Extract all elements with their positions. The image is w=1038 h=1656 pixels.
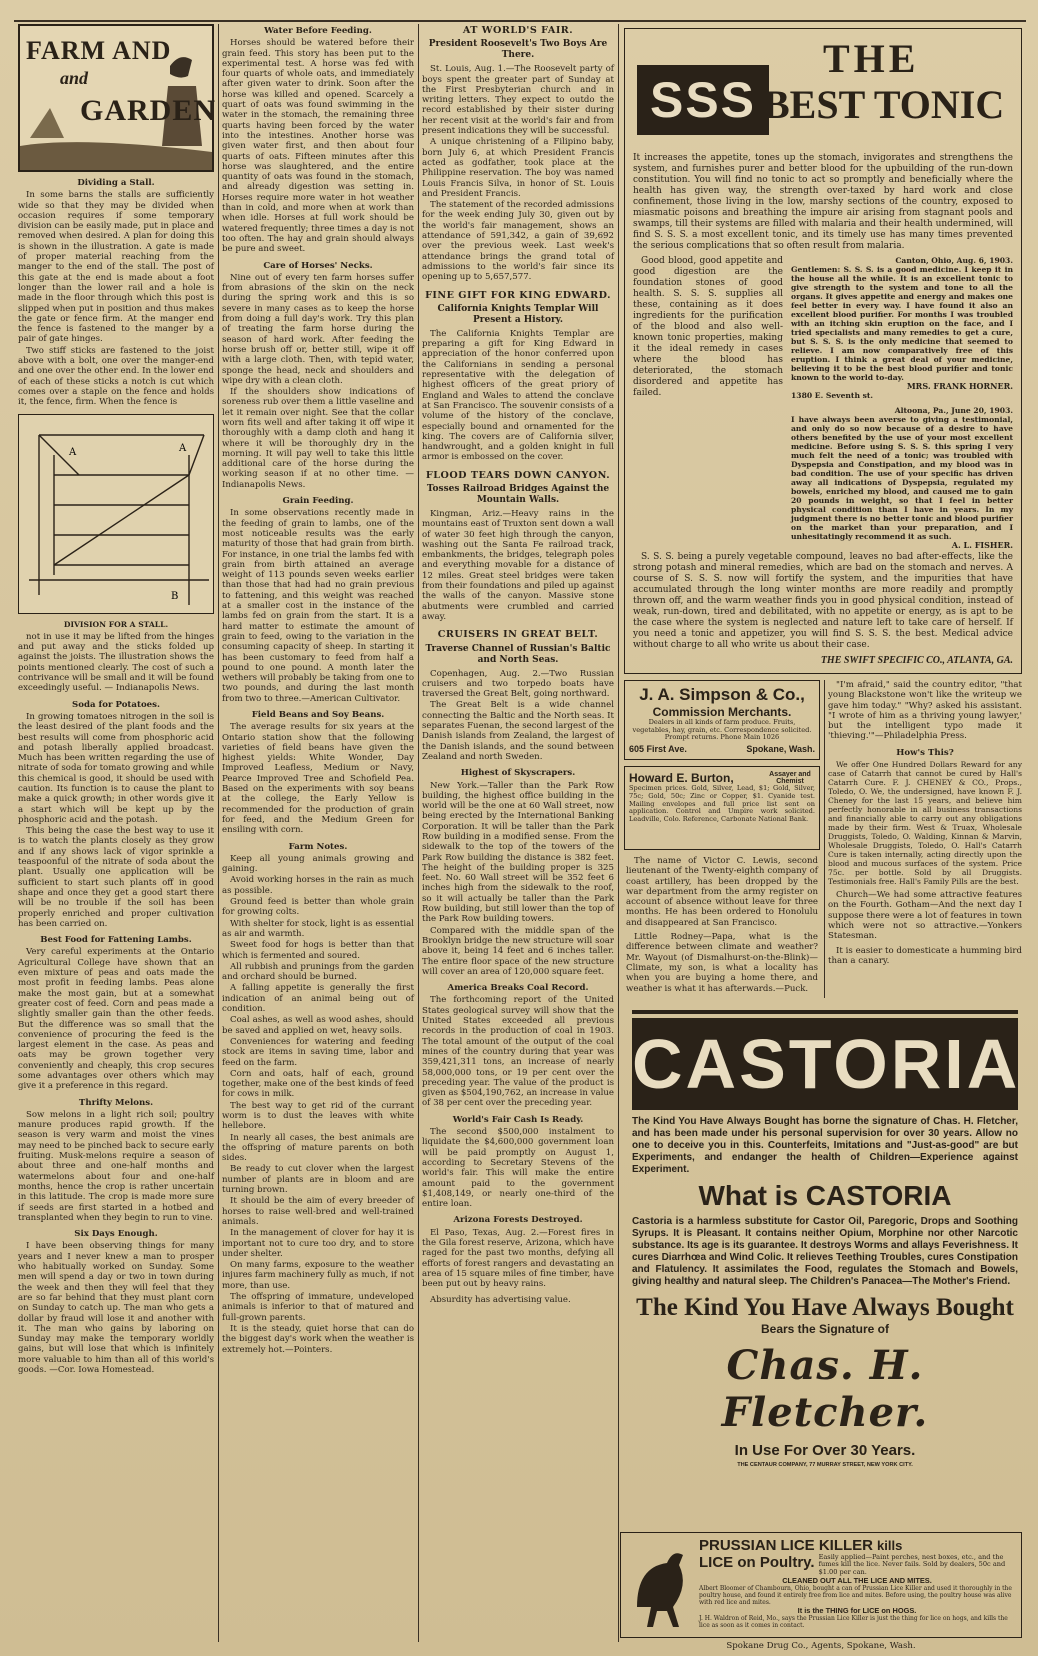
paragraph: The second $500,000 instalment to liquidate the $4,600,000 government loan will be paid promptly on August 1, according to Secretary Stevens of the world's fair. This will make the entire amount paid to the government $1,408,149, or nearly one-third of the entire loan. bbox=[422, 1127, 614, 1210]
paragraph: The forthcoming report of the United States geological survey will show that the United States exceeded all previous records in the production of coal in 1903. The total amount of the output of the coal mines of the country during that year was 359,421,311 tons, an increase of nearly 58,000,000 tons, or 19 per cent over the preceding year. The value of the product is given as $504,190,762, an increase in value of 38 per cent over the preceding year. bbox=[422, 995, 614, 1109]
farm-note: Coal ashes, as well as wood ashes, should be saved and applied on wet, heavy soils. bbox=[222, 1015, 414, 1036]
farm-note: The best way to get rid of the currant worm is to dust the leaves with white hellebore. bbox=[222, 1100, 414, 1132]
paragraph: The name of Victor C. Lewis, second lieutenant of the Twenty-eighth company of coast artillery, has been dropped by the war department from the army register on account of absence without leave for three months. He has been ordered to Honolulu and disappeared at San Francisco. bbox=[626, 856, 818, 928]
lice-text: Easily applied—Paint perches, nest boxes, etc., and the fumes kill the lice. Never fails. Sold by dealers, 50c and $1.00 per can. bbox=[818, 1553, 1006, 1576]
paragraph: Little Rodney—Papa, what is the difference between climate and weather? Mr. Wayout (of Dismalhurst-on-the-Blink)—Climate, my son, is what a locality has when you are buying a home there, and weather is what it has afterwards.—Puck. bbox=[626, 932, 818, 994]
farm-note: On many farms, exposure to the weather injures farm machinery fully as much, if not more, than use. bbox=[222, 1260, 414, 1291]
headline: America Breaks Coal Record. bbox=[447, 983, 589, 994]
paragraph: St. Louis, Aug. 1.—The Roosevelt party of boys spent the greater part of Sunday at the First Presbyterian church and in writing letters. They expect to outdo the record established by their sister during her recent visit at the world's fair and from present indications they will be successful. bbox=[422, 64, 614, 137]
paragraph: "I'm afraid," said the country editor, "that young Blackstone won't like the writeup we gave him today." "Why? asked his assistant. "I wrote of him as a thriving young lawyer,' but the intelligent typo made it 'thieving.'"—Philadelphia Press. bbox=[828, 680, 1022, 742]
testimonial-address: 1380 E. Seventh st. bbox=[791, 391, 874, 400]
svg-text:B: B bbox=[171, 590, 179, 602]
paragraph: Copenhagen, Aug. 2.—Two Russian cruisers and two torpedo boats have traversed the Great Belt, going northward. bbox=[422, 668, 614, 700]
paragraph: Sow melons in a light rich soil; poultry manure produces rapid growth. If the season is very warm and moist the vines may need to be pinched back to secure early fruiting. Musk-melons require a season of about three and one-half months and watermelons about four and one-half months, hence the crop is rather uncertain in this latitude. The crop is made more sure if seeds are first started in a hotbed and transplanted when they begin to run to vine. bbox=[18, 1109, 214, 1223]
farm-note: Corn and oats, half of each, ground together, make one of the best kinds of feed for cows in milk. bbox=[222, 1068, 414, 1100]
headline: Six Days Enough. bbox=[74, 1229, 158, 1240]
paragraph: A unique christening of a Filipino baby, born July 6, at which President Francis acted as godfather, took place at the Philippine reservation. The boy was named Louis Francis Silva, in honor of St. Louis and President Francis. bbox=[422, 137, 614, 199]
burton-text: Specimen prices. Gold, Silver, Lead, $1; Gold, Silver, 75c; Gold, 50c; Zinc or Copper, $1. Cyanide test. Mailing envelopes and full price list sent on application. Control and Umpire work solicited. Leadville, Colo. Reference, Carbonate National Bank. bbox=[629, 784, 815, 824]
lice-killer-ad bbox=[620, 1532, 1022, 1638]
headline: Grain Feeding. bbox=[282, 496, 354, 507]
paragraph: Two stiff sticks are fastened to the joist above with a bolt, one over the manger-end and one over the other end. In the lower end of each of these sticks a notch is cut which comes over a staple on the fence and holds it, the fence, firm. When the fence is bbox=[18, 345, 214, 408]
castoria-body: Castoria is a harmless substitute for Castor Oil, Paregoric, Drops and Soothing Syrups. It is Pleasant. It contains neither Opium, Morphine nor other Narcotic substance. Its age is its guarantee. It destroys Worms and allays Feverishness. It cures Diarrhœa and Wind Colic. It relieves Teething Troubles, cures Constipation and Flatulency. It assimilates the Food, regulates the Stomach and Bowels, giving healthy and natural sleep. The Children's Panacea—The Mother's Friend. bbox=[632, 1216, 1018, 1287]
paragraph: Horses should be watered before their grain feed. This story has been put to the experimental test. A horse was fed with four quarts of whole oats, and immediately after given water to drink. Soon after the horse was killed and opened. Scarcely a quart of oats was found swimming in the water in the stomach, the remaining three quarts having been forced by the water into the intestines. Another horse was given water first, and then about four quarts of oats. Fifteen minutes after this horse was slaughtered, and the entire quantity of oats was found in the stomach, and already digestion was setting in. Horses require more water in hot weather than in cold, and more when at work than when idle. Horses at full work should be watered frequently; three times a day is not too often. The hay and grain should always be pure and sweet. bbox=[222, 38, 414, 255]
headline: Thrifty Melons. bbox=[78, 1097, 154, 1108]
subheadline: Traverse Channel of Russian's Baltic and North Seas. bbox=[425, 643, 611, 665]
farm-note: All rubbish and prunings from the garden and orchard should be burned. bbox=[222, 961, 414, 983]
paragraph: Absurdity has advertising value. bbox=[430, 1295, 571, 1306]
farm-note: Ground feed is better than whole grain for growing colts. bbox=[222, 897, 414, 918]
column-news bbox=[422, 24, 614, 1644]
farm-note: Sweet food for hogs is better than that which is fermented and soured. bbox=[222, 940, 414, 961]
burton-name: Howard E. Burton, bbox=[629, 771, 734, 785]
misc-items-right bbox=[828, 680, 1022, 998]
paragraph: Nine out of every ten farm horses suffer from abrasions of the skin on the neck during the spring work and this is so severe in many cases as to keep the horse from doing a full day's work. Try this plan of treating the farm horse during the season of hard work. After feeding the horse brush off or, better still, wipe it off with a large cloth. Then, with tepid water, sponge the head, neck and shoulders and wipe dry with a clean cloth. bbox=[222, 272, 414, 386]
stall-division-figure bbox=[18, 414, 214, 614]
castoria-use: In Use For Over 30 Years. bbox=[734, 1442, 916, 1459]
headline: Farm Notes. bbox=[288, 841, 348, 852]
castoria-ad bbox=[632, 1010, 1021, 1468]
castoria-signature: Chas. H. Fletcher. bbox=[721, 1342, 929, 1436]
headline: Best Food for Fattening Lambs. bbox=[40, 935, 192, 946]
farm-note: With shelter for stock, light is as essential as air and warmth. bbox=[222, 918, 414, 939]
castoria-what: What is CASTORIA bbox=[698, 1180, 952, 1211]
masthead-farm: FARM AND bbox=[26, 36, 172, 65]
sss-header bbox=[633, 35, 1013, 153]
paragraph: In some barns the stalls are sufficiently wide so that they may be divided when occasion requires if some temporary division can be easily made, put in place and removed when desired. A plan for doing this is shown in the illustration. A gate is made of proper material reaching from the manger to the end of the stall. The post of this gate at the end is made about a foot longer than the lower rail and a hole is made in the floor through which this post is slipped when put in position and thus makes the gate or fence firm. At the manger end the fence is fastened to the manger by a pair of gate hinges. bbox=[18, 190, 214, 345]
simpson-address: 605 First Ave. bbox=[629, 743, 687, 754]
headline: Soda for Potatoes. bbox=[72, 699, 160, 710]
column-rule bbox=[618, 24, 619, 1642]
sss-intro: It increases the appetite, tones up the stomach, invigorates and strengthens the system, and furnishes purer and better blood for the upbuilding of the run-down constitution. You will find no tonic to act so promptly and beneficially where the health has given way, the strength over-taxed by hard work and close confinement, those living in the low, marshy sections of the country, exposed to miasmatic poisons and breathing the impure air arising from stagnant pools and swamps, till their systems are filled with malaria and their health undermined, will find S. S. S. a most excellent tonic, and its timely use has many times prevented the serious complications that so often result from malaria. bbox=[633, 153, 1013, 251]
simpson-subtitle: Commission Merchants. bbox=[652, 705, 792, 719]
headline: Arizona Forests Destroyed. bbox=[453, 1215, 583, 1226]
farm-note: Conveniences for watering and feeding stock are items in saving time, labor and feed on the farm. bbox=[222, 1036, 414, 1068]
paragraph: Good blood, good appetite and good digestion are the foundation stones of good health. S. S. S. supplies all these, containing as it does ingredients for the purification of the blood and also well-known tonic properties, making it the ideal remedy in cases where the blood has deteriorated, the stomach disordered and appetite has failed. bbox=[633, 256, 783, 398]
paragraph: The average results for six years at the Ontario station show that the following varieties of field beans have given the highest yields: White Wonder, Day Improved Leafless, Medium or Navy, Pearce Improved Tree and Schofield Pea. Based on the experiments with soy beans at the college, the Early Yellow is recommended for the production of grain for feed, and the Medium Green for ensiling with corn. bbox=[222, 722, 414, 836]
subheadline: President Roosevelt's Two Boys Are There. bbox=[428, 39, 608, 61]
headline: How's This? bbox=[896, 747, 954, 758]
paragraph: We offer One Hundred Dollars Reward for any case of Catarrh that cannot be cured by Hall's Catarrh Cure. F. J. CHENEY & CO., Props., Toledo, O. We, the undersigned, have known F. J. Cheney for the last 15 years, and believe him perfectly honorable in all business transactions and financially able to carry out any obligations made by their firm. West & Truax, Wholesale Druggists, Toledo, O. Walding, Kinnan & Marvin, Wholesale Druggists, Toledo, O. Hall's Catarrh Cure is taken internally, acting directly upon the blood and mucous surfaces of the system. Price 75c. per bottle. Sold by all Druggists. Testimonials free. Hall's Family Pills are the best. bbox=[828, 760, 1022, 887]
headline: Dividing a Stall. bbox=[77, 178, 155, 188]
lice-title-poultry: LICE on Poultry. bbox=[699, 1554, 815, 1571]
stall-gate-diagram-icon bbox=[19, 415, 213, 613]
headline: Care of Horses' Necks. bbox=[263, 260, 373, 271]
sss-body bbox=[633, 256, 1013, 550]
testimonial-place: Altoona, Pa., June 20, 1903. bbox=[894, 406, 1013, 415]
figure-caption: DIVISION FOR A STALL. bbox=[63, 619, 169, 629]
castoria-kind: The Kind You Have Always Bought bbox=[636, 1294, 1014, 1321]
headline: Field Beans and Soy Beans. bbox=[251, 710, 385, 720]
subheadline: Tosses Railroad Bridges Against the Mountain Walls. bbox=[426, 483, 610, 505]
farm-note: Keep all young animals growing and gaining. bbox=[222, 853, 414, 875]
lice-agents: Spokane Drug Co., Agents, Spokane, Wash. bbox=[726, 1641, 916, 1651]
testimonial-signature: MRS. FRANK HORNER. bbox=[906, 381, 1013, 391]
headline: World's Fair Cash Is Ready. bbox=[452, 1114, 584, 1125]
headline: Highest of Skyscrapers. bbox=[460, 768, 576, 779]
farm-note: Avoid working horses in the rain as much as possible. bbox=[222, 875, 414, 896]
paragraph: The California Knights Templar are preparing a gift for King Edward in appreciation of the honor conferred upon the Californians in sending a personal representative with the delegation of highest officers of the great priory of England and Wales to attend the conclave at San Francisco. The souvenir consists of a volume of the history of the conclave, especially bound and ornamented for the king. The covers are of California silver, handwrought, and a golden knight in full armor is embossed on the cover. bbox=[422, 328, 614, 463]
simpson-text: Dealers in all kinds of farm produce. Fruits, vegetables, hay, grain, etc. Correspondence solicited. Prompt returns. Phone Main 1026 bbox=[632, 718, 812, 742]
top-rule bbox=[14, 20, 1026, 22]
rule bbox=[632, 1010, 1018, 1014]
subheadline: California Knights Templar Will Present a History. bbox=[437, 303, 599, 325]
simpson-city: Spokane, Wash. bbox=[746, 743, 815, 754]
masthead-garden: GARDEN bbox=[80, 94, 217, 127]
testimonial-signature: A. L. FISHER. bbox=[951, 540, 1013, 550]
lice-testimonial: Albert Bloomer of Chambourn, Ohio, bought a can of Prussian Lice Killer and used it thoroughly in the poultry house, and found it entirely free from lice and mites. Before using, the poultry house was alive with red lice and mites. bbox=[699, 1585, 1012, 1607]
lice-hogs-text: J. H. Waldron of Reid, Mo., says the Prussian Lice Killer is just the thing for lice on hogs, and kills the lice as soon as it comes in contact. bbox=[699, 1615, 1008, 1630]
simpson-name: J. A. Simpson & Co., bbox=[639, 685, 805, 704]
simpson-ad bbox=[624, 680, 820, 760]
headline: FINE GIFT FOR KING EDWARD. bbox=[425, 289, 611, 301]
paragraph: El Paso, Texas, Aug. 2.—Forest fires in the Gila forest reserve, Arizona, which have raged for the past two months, defying all efforts of forest rangers and devastating an area of 15 square miles of fine timber, have been put out by heavy rains. bbox=[422, 1227, 614, 1290]
headline: FLOOD TEARS DOWN CANYON. bbox=[425, 469, 611, 481]
misc-items-left bbox=[626, 856, 818, 994]
sss-title-best-tonic: BEST TONIC bbox=[763, 82, 1005, 127]
testimonial-place: Canton, Ohio, Aug. 6, 1903. bbox=[895, 256, 1013, 265]
masthead-and: and bbox=[60, 68, 89, 88]
paragraph: S. S. S. being a purely vegetable compound, leaves no bad after-effects, like the strong potash and mineral remedies, which are bad on the stomach and nerves. A course of S. S. S. now will fortify the system, and the impurities that have accumulated through the long winter months are more readily and promptly thrown off, and the warm weather finds you in good physical condition, instead of weak, run-down, tired and debilitated, with no appetite or energy, as is apt to be the case where the system is neglected and nature left to take care of herself. If you need a tonic and appetizer, you will find S. S. S. the best. Medical advice without charge to all who write us about their case. bbox=[633, 552, 1013, 650]
farm-and-garden-masthead bbox=[18, 24, 217, 172]
lice-kills: kills bbox=[877, 1538, 903, 1553]
paragraph: The Great Belt is a wide channel connecting the Baltic and the North seas. It separates Fuenan, the second largest of the Danish islands from Zealand, the largest of the Danish islands, and the sound between Zealand and north Sweden. bbox=[422, 700, 614, 762]
burton-role: Assayer and Chemist bbox=[769, 771, 811, 785]
paragraph: Church—We had some attractive features on the Fourth. Gotham—And the next day I suppose there were a lot of features in town which were not so attractive.—Yonkers Statesman. bbox=[828, 890, 1022, 942]
farm-note: In the management of clover for hay it is important not to cure too dry, and to store under shelter. bbox=[222, 1228, 414, 1259]
farm-note: The offspring of immature, undeveloped animals is inferior to that of matured and full-grown parents. bbox=[222, 1292, 414, 1323]
farm-notes-list bbox=[222, 854, 414, 1355]
burton-ad bbox=[624, 766, 820, 850]
paragraph: New York.—Taller than the Park Row building, the highest office building in the world will be the one at 60 Wall street, now being erected by the International Banking Corporation. It will be taller than the Park Row building in a modified sense. From the sidewalk to the top of the towers of the Park Row building the distance is 382 feet. The height of the building proper is 325 feet. No. 60 Wall street will be 352 feet 6 inches high from the sidewalk to the roof, so it will actually be taller than the Park Row building, but still lower than the top of the Park Row building towers. bbox=[422, 780, 614, 925]
column-farm-garden bbox=[18, 24, 217, 1644]
headline: Water Before Feeding. bbox=[264, 26, 372, 36]
column-rule bbox=[418, 24, 419, 1642]
testimonial: Gentlemen: S. S. S. is a good medicine. I keep it in the house all the while. It is an excellent tonic to give strength to the system and tone to all the organs. It gives appetite and energy and makes one feel better in every way. I have found it also an excellent blood purifier. For months I was troubled with an itching skin eruption on the face, and I tried specialists and many remedies to get a cure, but S. S. S. is the only medicine that seemed to relieve. I am now comparatively free of this eruption. I think a great deal of your medicine, believing it to be the best blood purifier and tonic known to the world to-day. bbox=[791, 265, 1013, 382]
paragraph: Very careful experiments at the Ontario Agricultural College have shown that an even mixture of peas and oats made the most profit in feeding lambs. Peas alone make the most gain, but at a somewhat greater cost of feed. Corn and peas made a slightly smaller gain than the other feeds. But the difference was so small that the convenience of procuring the feed is the largest element in the case. As peas and oats may be grown together very conveniently and cheaply, this crop secures some advantages over others which may give it a preference in this regard. bbox=[18, 947, 214, 1092]
sss-tonic-ad bbox=[624, 28, 1022, 674]
paragraph: not in use it may be lifted from the hinges and put away and the sticks folded up against the joists. The illustration shows the points mentioned clearly. The cost of such a contrivance will be small and it will be found exceedingly useful. — Indianapolis News. bbox=[18, 631, 214, 694]
headline: AT WORLD'S FAIR. bbox=[462, 25, 574, 36]
castoria-bears: Bears the Signature of bbox=[760, 1322, 890, 1336]
sss-title-the: THE bbox=[823, 36, 920, 81]
lice-hogs: It is the THING for LICE on HOGS. bbox=[797, 1606, 917, 1616]
svg-text:A: A bbox=[69, 446, 77, 458]
castoria-company: THE CENTAUR COMPANY, 77 MURRAY STREET, NEW YORK CITY. bbox=[737, 1462, 913, 1468]
sss-company: THE SWIFT SPECIFIC CO., ATLANTA, GA. bbox=[820, 655, 1013, 666]
column-rule bbox=[218, 24, 219, 1642]
paragraph: It is easier to domesticate a humming bird than a canary. bbox=[828, 945, 1022, 966]
column-rule bbox=[824, 680, 825, 998]
paragraph: The statement of the recorded admissions for the week ending July 30, given out by the world's fair management, shows an attendance of 591,342, a gain of 39,692 over the previous week. Last week's attendance brings the grand total of admissions to the world's fair since its opening up to 5,657,577. bbox=[422, 200, 614, 283]
paragraph: In growing tomatoes nitrogen in the soil is the least desired of the plant foods and the best results will come from phosphoric acid and potash liberally applied broadcast. Much has been written regarding the use of nitrate of soda for tomato growing and while this chemical is good, it should be used with caution. Its function is to cause the plant to make a quick growth; in other words give it a start which will be kept up by the phosphoric acid and the potash. bbox=[18, 711, 214, 825]
farm-note: A falling appetite is generally the first indication of an animal being out of condition. bbox=[222, 983, 414, 1015]
paragraph: I have been observing things for many years and I never knew a man to prosper who habitually worked on Sunday. Some men will spend a day or two in town during the week and then they will feel that they are so far behind that they must plant corn on Sunday to catch up. The man who gets a dollar by fraud will lose it and another with it. The man who gains by laboring on Sunday may make the temporary worldly gains, but will lose that which is infinitely more valuable to him than all of this world's goods. —Cor. Iowa Homestead. bbox=[18, 1241, 214, 1376]
svg-text:A: A bbox=[179, 442, 187, 454]
column-farm-notes bbox=[222, 24, 414, 1644]
paragraph: If the shoulders show indications of soreness rub over them a little vaseline and let it remain over night. See that the collar worn fits well and after taking it off wipe it thoroughly with a damp cloth and hang it where it will be thoroughly dry in the morning. It will pay well to take this little additional care of the horse during the working season if at no other time. —Indianapolis News. bbox=[222, 387, 414, 490]
castoria-logo: CASTORIA bbox=[632, 1018, 1018, 1110]
paragraph: In some observations recently made in the feeding of grain to lambs, one of the most noticeable results was the early maturity of those that had grain from birth. For instance, in one trial the lambs fed with grain from birth attained an average weight of 113 pounds seven weeks earlier than those that had had no grain previous to fattening, and this weight was reached at a smaller cost in the instance of the lambs fed on grain from the start. It is a hard matter to estimate the amount of grain to feed, owing to the variation in the consuming capacity of sheep. In starting it has been customary to feed from half a pound to one pound. A month later the wethers will probably be taking from one to two pounds, and during the last month from two to three.—American Cultivator. bbox=[222, 508, 414, 704]
lice-cleaned: CLEANED OUT ALL THE LICE AND MITES. bbox=[782, 1576, 932, 1586]
rooster-icon bbox=[627, 1537, 693, 1633]
paragraph: Kingman, Ariz.—Heavy rains in the mountains east of Truxton sent down a wall of water 30 feet high through the canyon, washing out the Santa Fe railroad track, embankments, the bridges, telegraph poles and everything movable for a distance of 12 miles. Great steel bridges were taken from their foundations and piled up against the walls of the canyon. Massive stone abutments were crumbled and carried away. bbox=[422, 508, 614, 622]
farm-note: In nearly all cases, the best animals are the offspring of mature parents on both sides. bbox=[222, 1132, 414, 1164]
farm-note: Be ready to cut clover when the largest number of plants are in bloom and are turning brown. bbox=[222, 1164, 414, 1196]
paragraph: This being the case the best way to use it is to watch the plants closely as they grow and if any shows lack of vigor sprinkle a teaspoonful of the nitrate of soda about the plant. Usually one application will be sufficient to start such plants off in good shape and once they get a good start there will be no trouble if the soil has been properly enriched and proper cultivation has been carried on. bbox=[18, 826, 214, 929]
farm-note: It is the steady, quiet horse that can do the biggest day's work when the weather is extremely hot.—Pointers. bbox=[222, 1323, 414, 1355]
testimonial: I have always been averse to giving a testimonial, and only do so now because of a desire to have others benefited by the use of your most excellent medicine. Before using S. S. S. this spring I very much felt the need of a tonic; was troubled with Dyspepsia and Constipation, and my blood was in bad condition. The use of your specific has driven away all indications of Dyspepsia, regulated my bowels, enriched my blood, and caused me to gain 20 pounds in weight, so that I feel in better physical condition than I have in years. In my judgment there is no better tonic and blood purifier on the market than your preparation, and I unhesitatingly recommend it as such. bbox=[791, 415, 1013, 541]
castoria-intro: The Kind You Have Always Bought has borne the signature of Chas. H. Fletcher, and has been made under his personal supervision for over 30 years. Allow no one to deceive you in this. Counterfeits, Imitations and "Just-as-good" are but Experiments, and endanger the health of Children—Experience against Experiment. bbox=[632, 1116, 1018, 1175]
lice-title-prussian: PRUSSIAN bbox=[699, 1537, 777, 1554]
farm-note: It should be the aim of every breeder of horses to raise well-bred and well-trained animals. bbox=[222, 1196, 414, 1227]
sss-logo: SSS bbox=[637, 65, 769, 135]
lice-title-killer: LICE KILLER bbox=[780, 1537, 874, 1554]
paragraph: Compared with the middle span of the Brooklyn bridge the new structure will soar above it, being 14 feet and 6 inches taller. The entire floor space of the new structure will cover an area of 120,000 square feet. bbox=[422, 925, 614, 977]
headline: CRUISERS IN GREAT BELT. bbox=[437, 629, 599, 641]
